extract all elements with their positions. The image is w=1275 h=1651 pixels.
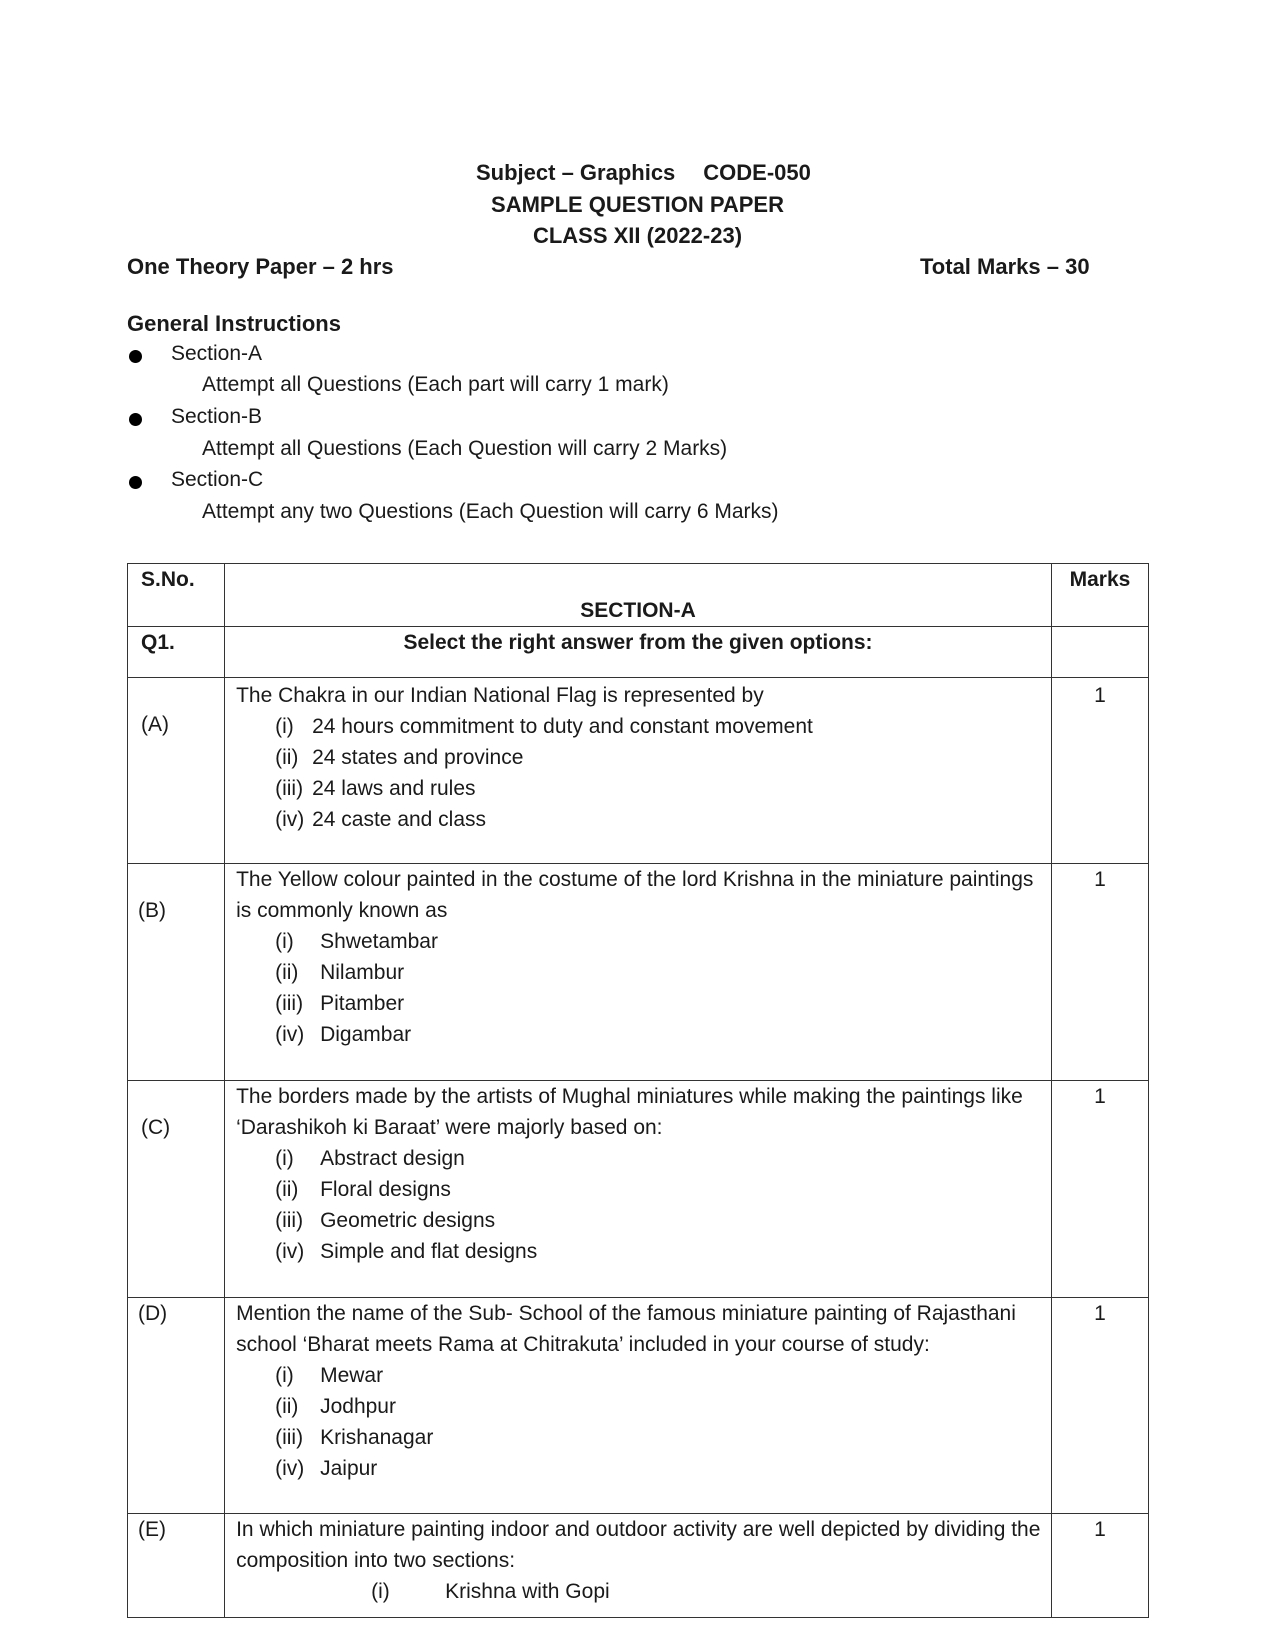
question-stem: The Chakra in our Indian National Flag is represented by — [236, 684, 764, 707]
question-stem: The borders made by the artists of Mughal miniatures while making the paintings like ‘Darashikoh ki Baraat’ were majorly based on: — [236, 1085, 1023, 1139]
table-header-row — [128, 564, 1149, 627]
option-number: (i) — [275, 1364, 294, 1387]
section-title-text: SECTION-A — [580, 599, 696, 622]
option-number: (i) — [275, 1147, 294, 1170]
option-text: Krishna with Gopi — [445, 1580, 610, 1603]
option-text: Geometric designs — [320, 1209, 496, 1232]
option — [236, 804, 1043, 835]
table-row — [128, 864, 1149, 1081]
option-text: Simple and flat designs — [320, 1240, 538, 1263]
option — [236, 1576, 1043, 1607]
option — [236, 1205, 1043, 1236]
question-label: (D) — [128, 1298, 225, 1514]
option-text: Digambar — [320, 1023, 412, 1046]
option — [236, 773, 1043, 804]
table-row — [128, 1081, 1149, 1298]
option — [236, 988, 1043, 1019]
option-number: (iii) — [275, 1426, 304, 1449]
instructions-heading: General Instructions — [127, 311, 341, 336]
option-text: 24 states and province — [312, 746, 524, 769]
option-text: Jaipur — [320, 1457, 378, 1480]
sno-header: S.No. — [128, 564, 225, 627]
section-a-title — [225, 564, 1052, 627]
question-stem: The Yellow colour painted in the costume of the lord Krishna in the miniature paintings is commonly known as — [236, 868, 1034, 922]
q1-instruction: Select the right answer from the given options: — [225, 627, 1052, 678]
option-text: Mewar — [320, 1364, 384, 1387]
total-marks-label: Total Marks – 30 — [920, 254, 1090, 279]
option — [236, 957, 1043, 988]
option-text: Pitamber — [320, 992, 405, 1015]
option-number: (ii) — [275, 1395, 299, 1418]
section-b-label: Section-B — [171, 405, 263, 428]
option-number: (ii) — [275, 1178, 299, 1201]
option — [236, 711, 1043, 742]
question-body — [225, 1081, 1052, 1298]
question-body — [225, 1514, 1052, 1618]
bullet-icon — [129, 476, 142, 489]
option-number: (iv) — [275, 1023, 305, 1046]
subject-heading — [476, 160, 811, 186]
option-text: Floral designs — [320, 1178, 451, 1201]
section-b-instruction: Attempt all Questions (Each Question will carry 2 Marks) — [202, 437, 728, 460]
option — [236, 1019, 1043, 1050]
table-row — [128, 627, 1149, 678]
option — [236, 1453, 1043, 1484]
option — [236, 1360, 1043, 1391]
question-label: (A) — [128, 678, 225, 864]
marks-cell: 1 — [1051, 678, 1148, 864]
option-number: (iii) — [275, 992, 304, 1015]
marks-cell: 1 — [1051, 1514, 1148, 1618]
option-number: (iv) — [275, 1457, 305, 1480]
subject-code: CODE-050 — [703, 160, 811, 185]
marks-cell: 1 — [1051, 1298, 1148, 1514]
option-text: 24 hours commitment to duty and constant movement — [312, 715, 813, 738]
option — [236, 1174, 1043, 1205]
question-stem: In which miniature painting indoor and outdoor activity are well depicted by dividing the composition into two sections: — [236, 1518, 1041, 1572]
option-number: (i) — [275, 930, 294, 953]
marks-cell — [1051, 627, 1148, 678]
option-text: Krishanagar — [320, 1426, 434, 1449]
marks-header: Marks — [1051, 564, 1148, 627]
duration-label: One Theory Paper – 2 hrs — [127, 254, 394, 279]
option — [236, 1143, 1043, 1174]
table-row — [128, 1514, 1149, 1618]
class-line: CLASS XII (2022-23) — [532, 223, 743, 248]
question-label: (C) — [128, 1081, 225, 1298]
question-body — [225, 1298, 1052, 1514]
section-a-instruction: Attempt all Questions (Each part will carry 1 mark) — [202, 373, 669, 396]
option-text: Nilambur — [320, 961, 405, 984]
question-label: (B) — [128, 864, 225, 1081]
option-number: (i) — [371, 1580, 390, 1603]
question-body — [225, 678, 1052, 864]
table-row — [128, 678, 1149, 864]
option — [236, 742, 1043, 773]
option-number: (ii) — [275, 746, 299, 769]
option-text: Jodhpur — [320, 1395, 396, 1418]
option-number: (i) — [275, 715, 294, 738]
option-number: (ii) — [275, 961, 299, 984]
option-number: (iv) — [275, 808, 305, 831]
option — [236, 1391, 1043, 1422]
option — [236, 1422, 1043, 1453]
subject-label: Subject – Graphics — [476, 160, 676, 185]
q1-label: Q1. — [128, 627, 225, 678]
question-stem: Mention the name of the Sub- School of the famous miniature painting of Rajasthani school ‘Bharat meets Rama at Chitrakuta’ included in your course of study: — [236, 1302, 1016, 1356]
option — [236, 926, 1043, 957]
table-row — [128, 1298, 1149, 1514]
option-number: (iv) — [275, 1240, 305, 1263]
option-text: Abstract design — [320, 1147, 465, 1170]
marks-cell: 1 — [1051, 864, 1148, 1081]
option — [236, 1236, 1043, 1267]
option-number: (iii) — [275, 777, 304, 800]
option-text: Shwetambar — [320, 930, 438, 953]
marks-cell: 1 — [1051, 1081, 1148, 1298]
section-c-instruction: Attempt any two Questions (Each Question will carry 6 Marks) — [202, 500, 779, 523]
option-number: (iii) — [275, 1209, 304, 1232]
bullet-icon — [129, 413, 142, 426]
section-a-label: Section-A — [171, 342, 263, 365]
question-label: (E) — [128, 1514, 225, 1618]
section-c-label: Section-C — [171, 468, 264, 491]
bullet-icon — [129, 350, 142, 363]
question-body — [225, 864, 1052, 1081]
paper-title: SAMPLE QUESTION PAPER — [491, 192, 784, 217]
question-table — [127, 563, 1149, 1618]
option-text: 24 laws and rules — [312, 777, 476, 800]
option-text: 24 caste and class — [312, 808, 487, 831]
